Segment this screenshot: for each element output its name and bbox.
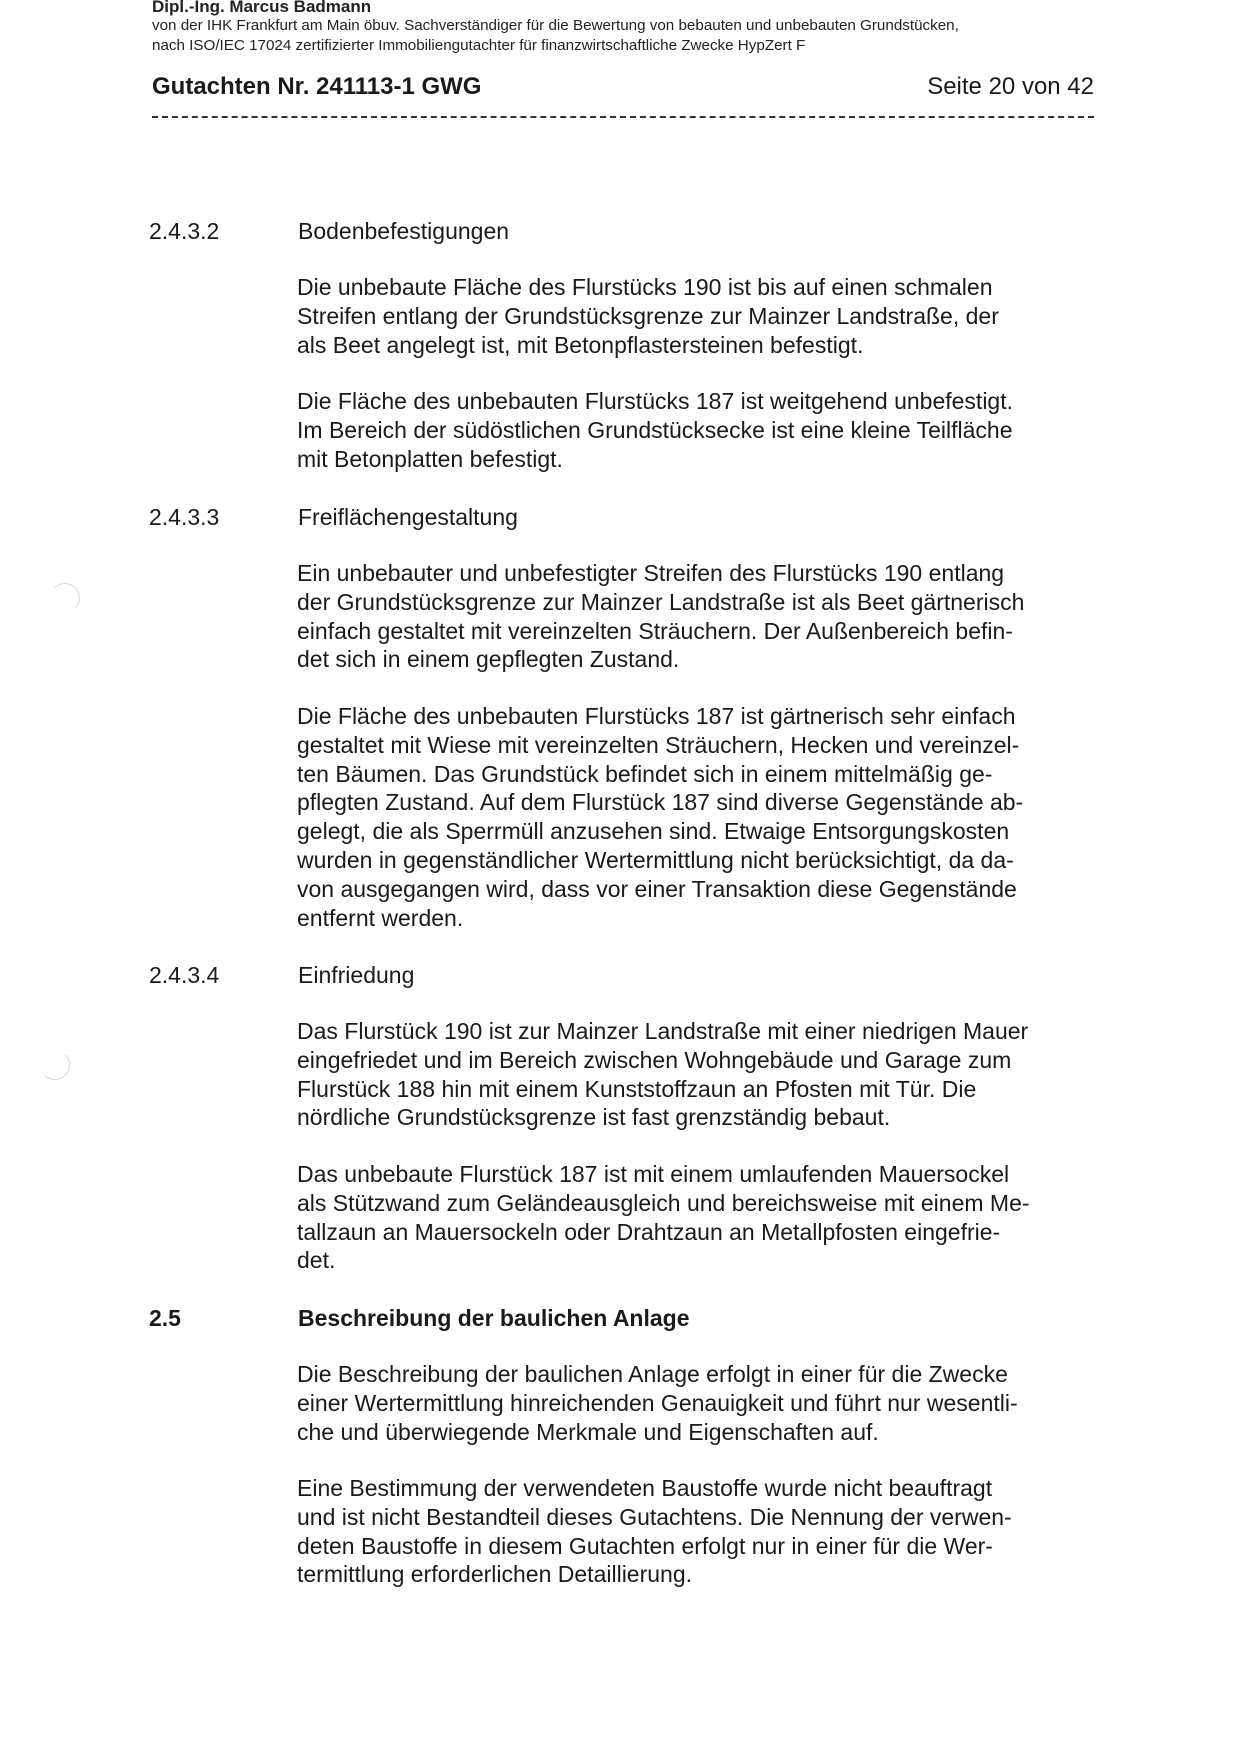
section-title: Einfriedung bbox=[298, 962, 415, 988]
paragraph bbox=[297, 1474, 1097, 1589]
text-line: Die Fläche des unbebauten Flurstücks 187 ist gärtnerisch sehr einfach bbox=[297, 703, 1016, 729]
author-name: Dipl.-Ing. Marcus Badmann bbox=[152, 0, 372, 16]
section-title: Freiflächengestaltung bbox=[298, 504, 518, 530]
section-number: 2.4.3.3 bbox=[149, 504, 220, 530]
text-line: pflegten Zustand. Auf dem Flurstück 187 sind diverse Gegenstände ab- bbox=[297, 789, 1024, 816]
text-line: det sich in einem gepflegten Zustand. bbox=[297, 646, 680, 673]
text-line: nördliche Grundstücksgrenze ist fast grenzständig bebaut. bbox=[297, 1104, 891, 1131]
text-line: Das Flurstück 190 ist zur Mainzer Landstraße mit einer niedrigen Mauer bbox=[297, 1018, 1029, 1044]
page-number: Seite 20 von 42 bbox=[927, 73, 1094, 100]
section-number: 2.5 bbox=[149, 1305, 181, 1331]
header-divider bbox=[152, 116, 1094, 118]
text-line: det. bbox=[297, 1247, 336, 1274]
text-line: termittlung erforderlichen Detaillierung. bbox=[297, 1561, 693, 1588]
paragraph bbox=[297, 702, 1097, 932]
paragraph bbox=[297, 559, 1097, 674]
text-line: der Grundstücksgrenze zur Mainzer Landstraße ist als Beet gärtnerisch bbox=[297, 588, 1025, 615]
paragraph bbox=[297, 1017, 1097, 1132]
paragraph bbox=[297, 387, 1097, 473]
text-line: als Beet angelegt ist, mit Betonpflastersteinen befestigt. bbox=[297, 331, 864, 358]
text-line: tallzaun an Mauersockeln oder Drahtzaun an Metallpfosten eingefrie- bbox=[297, 1218, 1001, 1245]
punch-hole-mark bbox=[50, 583, 80, 613]
paragraph bbox=[297, 1360, 1097, 1446]
page-header bbox=[152, 72, 1094, 106]
text-line: deten Baustoffe in diesem Gutachten erfolgt nur in einer für die Wer- bbox=[297, 1532, 993, 1559]
text-line: wurden in gegenständlicher Wertermittlung nicht berücksichtigt, da da- bbox=[297, 846, 1014, 873]
text-line: Flurstück 188 hin mit einem Kunststoffzaun an Pfosten mit Tür. Die bbox=[297, 1075, 977, 1102]
punch-hole-mark bbox=[40, 1050, 70, 1080]
paragraph bbox=[297, 273, 1097, 359]
text-line: einfach gestaltet mit vereinzelten Sträuchern. Der Außenbereich befin- bbox=[297, 617, 1013, 644]
report-number: Gutachten Nr. 241113-1 GWG bbox=[152, 73, 482, 100]
paragraph bbox=[297, 1160, 1097, 1275]
text-line: als Stützwand zum Geländeausgleich und bereichsweise mit einem Me- bbox=[297, 1189, 1030, 1216]
text-line: Im Bereich der südöstlichen Grundstücksecke ist eine kleine Teilfläche bbox=[297, 416, 1013, 443]
text-line: mit Betonplatten befestigt. bbox=[297, 445, 563, 472]
text-line: Ein unbebauter und unbefestigter Streifen des Flurstücks 190 entlang bbox=[297, 560, 1005, 586]
section-title: Bodenbefestigungen bbox=[298, 218, 510, 244]
text-line: Eine Bestimmung der verwendeten Baustoffe wurde nicht beauftragt bbox=[297, 1475, 993, 1501]
text-line: einer Wertermittlung hinreichenden Genauigkeit und führt nur wesentli- bbox=[297, 1389, 1018, 1416]
text-line: von ausgegangen wird, dass vor einer Transaktion diese Gegenstände bbox=[297, 875, 1017, 902]
section-number: 2.4.3.4 bbox=[149, 962, 220, 988]
text-line: gelegt, die als Sperrmüll anzusehen sind. Etwaige Entsorgungskosten bbox=[297, 818, 1010, 845]
text-line: Das unbebaute Flurstück 187 ist mit einem umlaufenden Mauersockel bbox=[297, 1161, 1010, 1187]
section-number: 2.4.3.2 bbox=[149, 218, 220, 244]
author-credentials-line-2: nach ISO/IEC 17024 zertifizierter Immobiliengutachter für finanzwirtschaftliche Zwecke HypZert F bbox=[152, 37, 806, 54]
letterhead bbox=[152, 0, 1092, 56]
text-line: entfernt werden. bbox=[297, 904, 464, 931]
section-title: Beschreibung der baulichen Anlage bbox=[298, 1305, 690, 1331]
author-credentials-line-1: von der IHK Frankfurt am Main öbuv. Sachverständiger für die Bewertung von bebauten und unbebauten Grundstücken, bbox=[152, 17, 959, 34]
text-line: che und überwiegende Merkmale und Eigenschaften auf. bbox=[297, 1418, 879, 1445]
text-line: ten Bäumen. Das Grundstück befindet sich in einem mittelmäßig ge- bbox=[297, 760, 993, 787]
text-line: Die Fläche des unbebauten Flurstücks 187 ist weitgehend unbefestigt. bbox=[297, 388, 1013, 414]
text-line: und ist nicht Bestandteil dieses Gutachtens. Die Nennung der verwen- bbox=[297, 1503, 1012, 1530]
text-line: gestaltet mit Wiese mit vereinzelten Sträuchern, Hecken und vereinzel- bbox=[297, 731, 1020, 758]
text-line: Die Beschreibung der baulichen Anlage erfolgt in einer für die Zwecke bbox=[297, 1361, 1008, 1387]
text-line: eingefriedet und im Bereich zwischen Wohngebäude und Garage zum bbox=[297, 1046, 1012, 1073]
text-line: Streifen entlang der Grundstücksgrenze zur Mainzer Landstraße, der bbox=[297, 302, 999, 329]
text-line: Die unbebaute Fläche des Flurstücks 190 ist bis auf einen schmalen bbox=[297, 274, 993, 300]
